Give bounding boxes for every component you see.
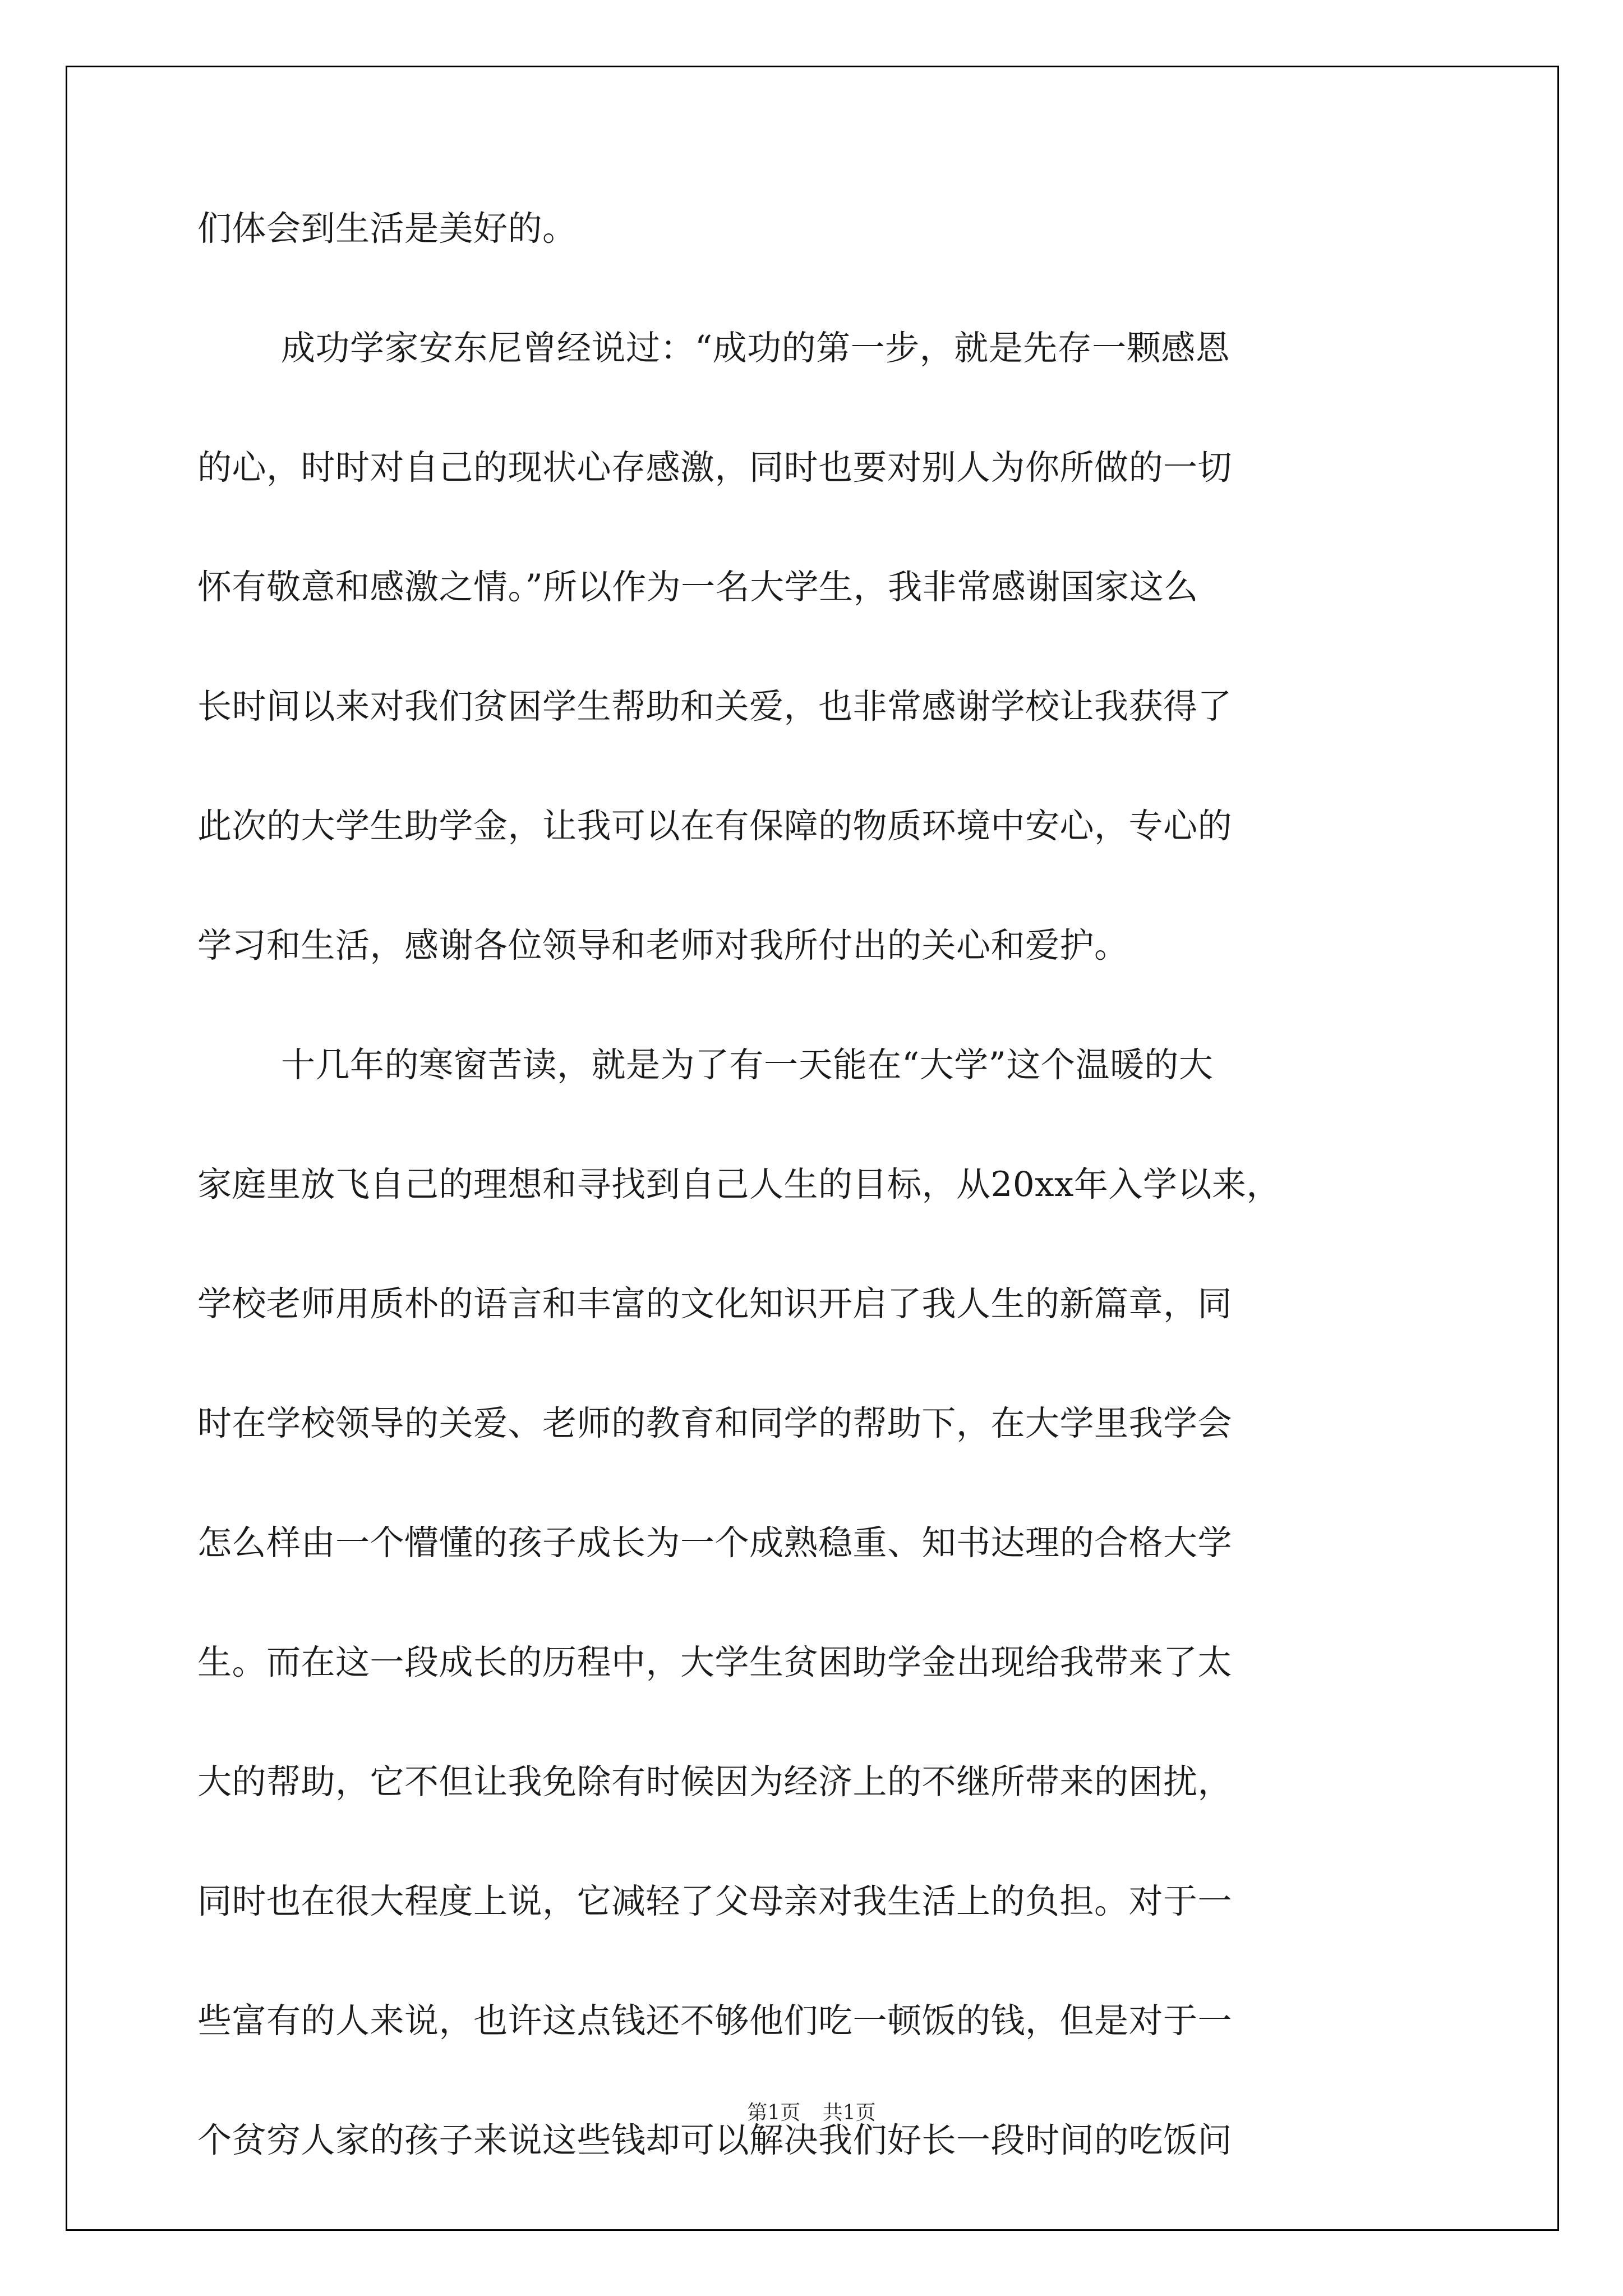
page-footer [0, 2100, 1623, 2127]
text-line: 家庭里放飞自己的理想和寻找到自己人生的目标，从20xx年入学以来， [197, 1165, 1281, 1204]
paragraph-start-line: 成功学家安东尼曾经说过：“成功的第一步，就是先存一颗感恩 [281, 328, 1230, 368]
text-line: 时在学校领导的关爱、老师的教育和同学的帮助下，在大学里我学会 [197, 1404, 1233, 1443]
text-line: 大的帮助，它不但让我免除有时候因为经济上的不继所带来的困扰， [197, 1762, 1233, 1802]
text-line: 的心，时时对自己的现状心存感激，同时也要对别人为你所做的一切 [197, 448, 1233, 487]
text-line: 学习和生活，感谢各位领导和老师对我所付出的关心和爱护。 [197, 926, 1129, 965]
text-line: 生。而在这一段成长的历程中，大学生贫困助学金出现给我带来了太 [197, 1642, 1233, 1682]
page-number: 第1页 [747, 2101, 801, 2124]
text-line: 个贫穷人家的孩子来说这些钱却可以解决我们好长一段时间的吃饭问 [197, 2120, 1233, 2160]
text-line: 同时也在很大程度上说，它减轻了父母亲对我生活上的负担。对于一 [197, 1881, 1233, 1921]
text-line: 些富有的人来说，也许这点钱还不够他们吃一顿饭的钱，但是对于一 [197, 2001, 1233, 2041]
page-total: 共1页 [822, 2101, 876, 2124]
text-line: 怎么样由一个懵懂的孩子成长为一个成熟稳重、知书达理的合格大学 [197, 1523, 1233, 1563]
text-line: 此次的大学生助学金，让我可以在有保障的物质环境中安心，专心的 [197, 806, 1233, 846]
text-line: 们体会到生活是美好的。 [197, 209, 577, 249]
text-line: 学校老师用质朴的语言和丰富的文化知识开启了我人生的新篇章，同 [197, 1284, 1233, 1324]
text-line: 长时间以来对我们贫困学生帮助和关爱，也非常感谢学校让我获得了 [197, 687, 1233, 726]
text-line: 怀有敬意和感激之情。”所以作为一名大学生，我非常感谢国家这么 [197, 567, 1198, 607]
paragraph-start-line: 十几年的寒窗苦读，就是为了有一天能在“大学”这个温暖的大 [281, 1045, 1214, 1085]
